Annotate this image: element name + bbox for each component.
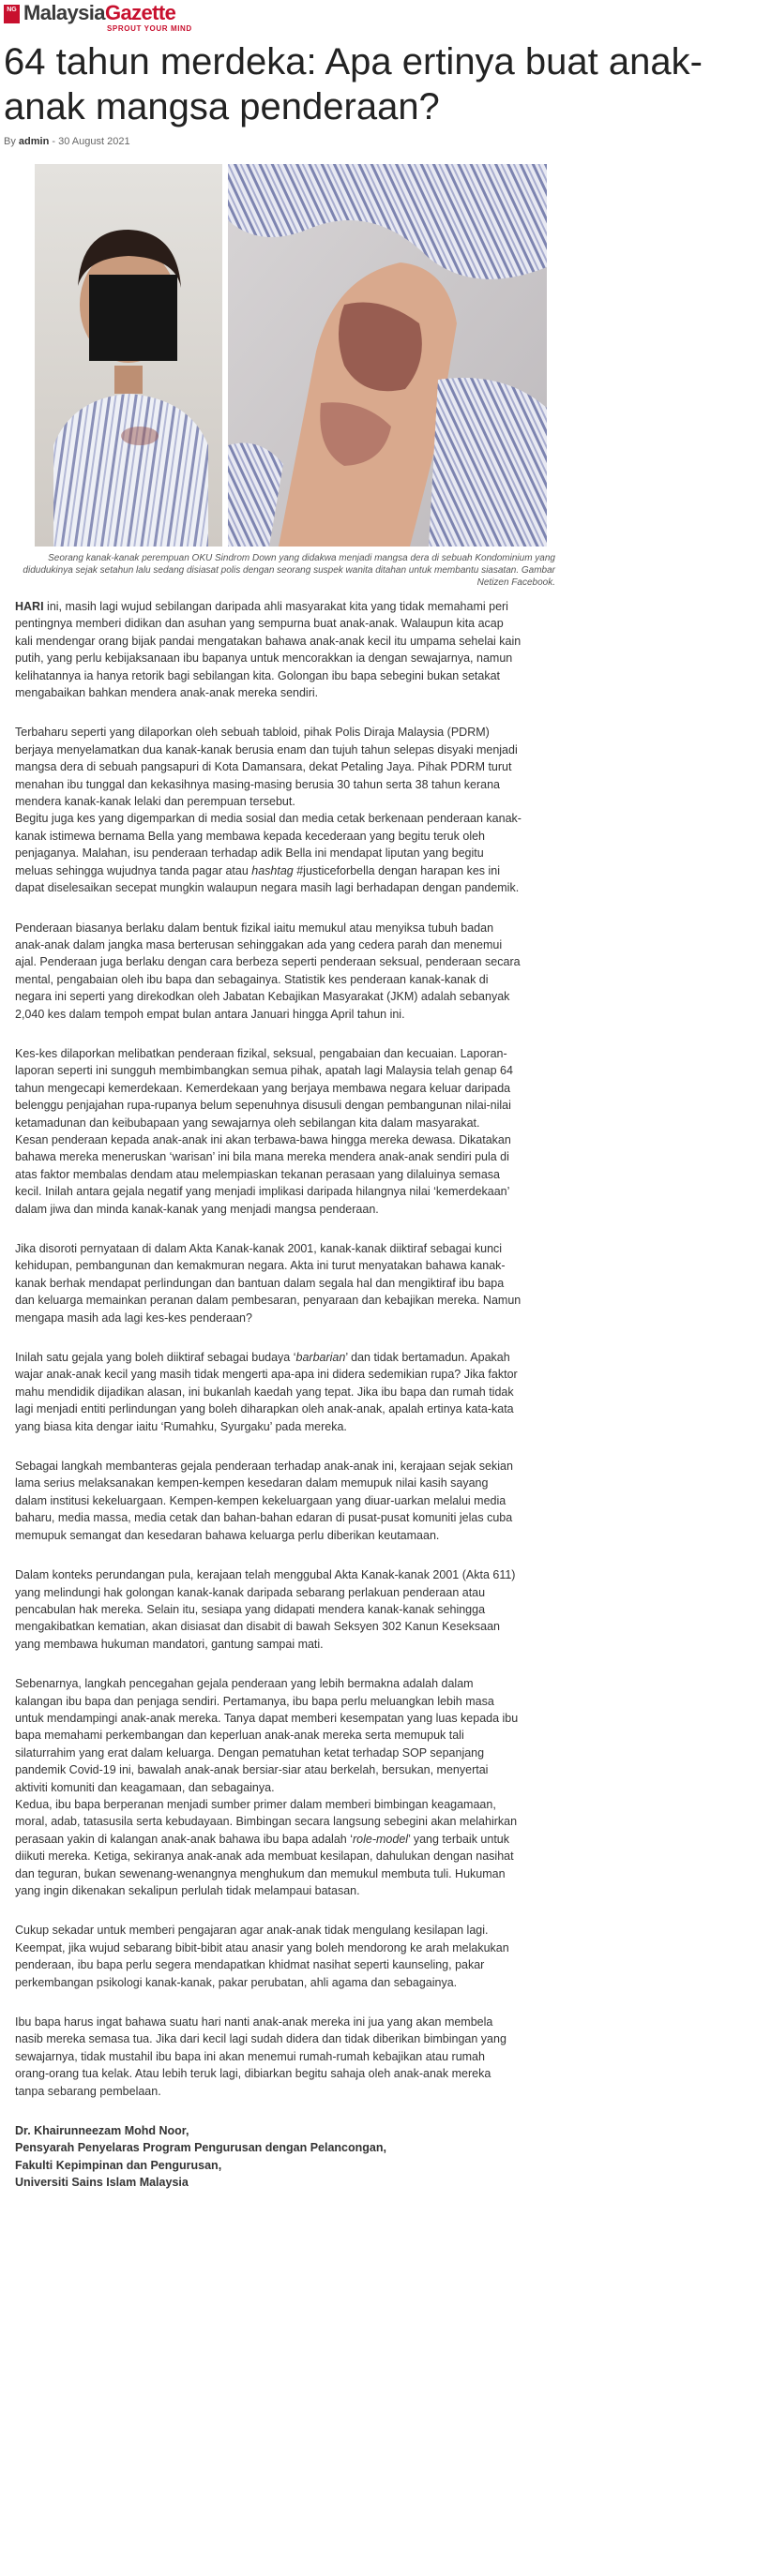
byline-prefix: By bbox=[4, 136, 16, 147]
paragraph: Dalam konteks perundangan pula, kerajaan telah menggubal Akta Kanak-kanak 2001 (Akta 611) yang melindungi hak golongan kanak-kanak daripada sebarang perlakuan penderaan atau pencabulan hak mereka. Selain itu, sesiapa yang didapati mendera kanak-kanak sehingga mengakibatkan kematian, akan disiasat dan disabit di bawah Seksyen 302 Kanun Keseksaan yang membawa hukuman mandatori, gantung sampai mati. bbox=[15, 1568, 516, 1651]
logo-wordmark bbox=[23, 1, 175, 25]
article-body bbox=[15, 598, 522, 2192]
paragraph: Sebagai langkah membanteras gejala penderaan terhadap anak-anak ini, kerajaan sejak sekian lama serius melaksanakan kempen-kempen kesedaran dalam memupuk nilai kasih sayang dalam institusi kekeluargaan. Kempen-kempen kekeluargaan yang diuar-uarkan melalui media baharu, media massa, media cetak dan bahan-bahan edaran di pusat-pusat komuniti jelas cuba memupuk semangat dan kesedaran bahawa keluarga perlu diberikan keutamaan. bbox=[15, 1460, 513, 1542]
hashtag-term: hashtag bbox=[251, 863, 294, 877]
paragraph bbox=[15, 810, 522, 896]
paragraph: Jika disoroti pernyataan di dalam Akta Kanak-kanak 2001, kanak-kanak diiktiraf sebagai kunci kehidupan, pembangunan dan kemakmuran negara. Akta ini turut menyatakan bahawa kanak-kanak berhak mendapat perlindungan dan bantuan dalam segala hal dan mengiktiraf ibu bapa dan keluarga memainkan peranan dalam pembesaran, penyaraan dan kebajikan mereka. Namun mengapa masih ada lagi kes-kes penderaan? bbox=[15, 1242, 522, 1325]
logo-word-gazette: Gazette bbox=[104, 1, 176, 24]
logo-tagline: SPROUT YOUR MIND bbox=[107, 24, 192, 33]
paragraph bbox=[15, 1796, 522, 1899]
paragraph: Penderaan biasanya berlaku dalam bentuk fizikal iaitu memukul atau menyiksa tubuh badan anak-anak dalam jangka masa berterusan sehinggakan ada yang cedera parah dan menemui ajal. Penderaan juga berlaku dengan cara berbeza seperti penderaan seksual, penderaan secara mental, pengabaian oleh ibu bapa dan sebagainya. Statistik kes penderaan kanak-kanak di negara ini seperti yang direkodkan oleh Jabatan Kebajikan Masyarakat (JKM) adalah sebanyak 2,040 kes dalam tempoh empat bulan antara Januari hingga April tahun ini. bbox=[15, 921, 521, 1021]
paragraph: Ibu bapa harus ingat bahawa suatu hari nanti anak-anak mereka ini jua yang akan membela nasib mereka semasa tua. Jika dari kecil lagi sudah didera dan tidak diberikan bimbingan yang sewajarnya, tidak mustahil ibu bapa ini akan menemui rumah-rumah kebajikan atau rumah orang-orang tua kelak. Atau lebih teruk lagi, dibiarkan begitu sahaja oleh anak-anak mereka tanpa sebarang pembelaan. bbox=[15, 2015, 506, 2098]
paragraph-text: #justiceforbella dengan harapan kes ini dapat diselesaikan secepat mungkin walaupun negara masih lagi berhadapan dengan pandemik. bbox=[15, 863, 520, 895]
signature-role: Pensyarah Penyelaras Program Pengurusan dengan Pelancongan, bbox=[15, 2141, 386, 2155]
article-title: 64 tahun merdeka: Apa ertinya buat anak-anak mangsa penderaan? bbox=[4, 41, 703, 127]
site-logo[interactable] bbox=[4, 3, 238, 35]
paragraph: Sebenarnya, langkah pencegahan gejala penderaan yang lebih bermakna adalah dalam kalangan ibu bapa dan penjaga sendiri. Pertamanya, ibu bapa perlu meluangkan lebih masa untuk mendampingi anak-anak mereka. Tanya dapat memberi kesempatan yang luas kepada ibu bapa memahami perkembangan dan keperluan anak-anak mereka serta memupuk tali silaturrahim yang erat dalam keluarga. Dengan pematuhan ketat terhadap SOP sepanjang pandemik Covid-19 ini, bawalah anak-anak bersiar-siar atau berkelah, bersukan, menyertai aktiviti komuniti dan keagamaan, dan sebagainya. bbox=[15, 1677, 519, 1794]
author-link[interactable]: admin bbox=[18, 136, 50, 147]
paragraph-text: ’ dan tidak bertamadun. Apakah wajar anak-anak kecil yang masih tidak mengerti apa-apa ini didera sedemikian rupa? Jika faktor mahu mendidik dijadikan alasan, ini bukanlah kaedah yang tepat. Jika ibu bapa dan rumah tidak lagi menjadi entiti perlindungan yang boleh diharapkan oleh anak-anak, apalah ertinya kata-kata yang biasa kita dengar iaitu ‘Rumahku, Syurgaku’ pada mereka. bbox=[15, 1351, 518, 1433]
paragraph-text: Inilah satu gejala yang boleh diiktiraf sebagai budaya ‘ bbox=[15, 1351, 296, 1365]
paragraph bbox=[15, 598, 522, 701]
signature-university: Universiti Sains Islam Malaysia bbox=[15, 2176, 189, 2190]
byline-separator: - bbox=[52, 136, 56, 147]
paragraph-text: Begitu juga kes yang digemparkan di media sosial dan media cetak berkenaan penderaan kanak-kanak istimewa bernama Bella yang membawa kepada kecederaan yang begitu teruk oleh penjaganya. Malahan, isu penderaan terhadap adik Bella ini mendapat liputan yang begitu meluas sehingga wujudnya tanda pagar atau bbox=[15, 812, 522, 877]
paragraph: Kes-kes dilaporkan melibatkan penderaan fizikal, seksual, pengabaian dan kecuaian. Laporan-laporan seperti ini sungguh membimbangkan semua pihak, apatah lagi Malaysia telah genap 64 tahun mengecapi kemerdekaan. Kemerdekaan yang berjaya membawa negara keluar daripada belenggu penjajahan rupa-rupanya belum sepenuhnya disusuli dengan pembangunan nilai-nilai ketamadunan dan keibubapaan yang sewajarnya oleh sebilangan kita dalam masyarakat. bbox=[15, 1046, 513, 1130]
byline bbox=[4, 136, 130, 147]
paragraph: Kesan penderaan kepada anak-anak ini akan terbawa-bawa hingga mereka dewasa. Dikatakan bahawa mereka meneruskan ‘warisan’ ini bila mana mereka mendera anak-anak sendiri pula di atas faktor membalas dendam atau melempiaskan tekanan perasaan yang dilaluinya semasa kecil. Inilah antara gejala negatif yang menjadi implikasi daripada hilangnya nilai ‘kemerdekaan’ dalam jiwa dan minda kanak-kanak yang menjadi mangsa penderaan. bbox=[15, 1132, 511, 1216]
article-photo bbox=[35, 164, 547, 547]
emphasis-term: role-model bbox=[353, 1832, 409, 1846]
logo-word-malaysia: Malaysia bbox=[23, 1, 105, 24]
photo-left-child bbox=[35, 164, 222, 547]
author-signature bbox=[15, 2122, 522, 2192]
emphasis-term: barbarian bbox=[295, 1351, 346, 1365]
paragraph-text: ini, masih lagi wujud sebilangan daripada ahli masyarakat kita yang tidak memahami peri pentingnya memberi didikan dan asuhan yang sempurna buat anak-anak. Walaupun kita acap kali mendengar orang bijak pandai mengatakan bahawa anak-anak kecil itu umpama sehelai kain putih, yang perlu kebijaksanaan ibu bapanya untuk mencorakkan ia dengan sewajarnya, namun kelihatannya ia hanya retorik bagi sebilangan kita. Golongan ibu bapa sebegini bukan setakat mengabaikan bahkan mendera anak-anak mereka sendiri. bbox=[15, 600, 522, 700]
paragraph: Cukup sekadar untuk memberi pengajaran agar anak-anak tidak mengulang kesilapan lagi. Keempat, jika wujud sebarang bibit-bibit atau anasir yang boleh mendorong ke arah melakukan penderaan, ibu bapa perlu segera mendapatkan khidmat nasihat seperti kaunseling, pakar perkembangan psikologi kanak-kanak, pakar perubatan, ahli agama dan sebagainya. bbox=[15, 1924, 509, 1989]
publish-date: 30 August 2021 bbox=[58, 136, 130, 147]
paragraph: Terbaharu seperti yang dilaporkan oleh sebuah tabloid, pihak Polis Diraja Malaysia (PDRM) berjaya menyelamatkan dua kanak-kanak berusia enam dan tujuh tahun selepas disyaki menjadi mangsa dera di sebuah pangsapuri di Kota Damansara, dekat Petaling Jaya. Pihak PDRM turut menahan ibu tunggal dan kekasihnya masing-masing berusia 30 tahun serta 38 tahun kerana mendera kanak-kanak lelaki dan perempuan tersebut. bbox=[15, 726, 518, 809]
photo-right-injury bbox=[228, 164, 547, 547]
paragraph bbox=[15, 1349, 522, 1435]
logo-badge: NG bbox=[4, 5, 20, 23]
photo-caption: Seorang kanak-kanak perempuan OKU Sindrom Down yang didakwa menjadi mangsa dera di sebuah Kondominium yang didudukinya sejak setahun lalu sedang disiasat polis dengan seorang suspek wanita ditahan untuk membantu siasatan. Gambar Netizen Facebook. bbox=[23, 553, 555, 588]
signature-name: Dr. Khairunneezam Mohd Noor, bbox=[15, 2124, 189, 2138]
paragraph-text: Kedua, ibu bapa berperanan menjadi sumber primer dalam memberi bimbingan keagamaan, moral, adab, tatasusila serta kebudayaan. Bimbingan secara langsung sebegini akan melahirkan perasaan yakin di kalangan anak-anak bahawa ibu bapa adalah ‘ bbox=[15, 1797, 518, 1846]
lead-word: HARI bbox=[15, 600, 44, 613]
signature-faculty: Fakulti Kepimpinan dan Pengurusan, bbox=[15, 2158, 222, 2172]
paragraph-text: ’ yang terbaik untuk diikuti mereka. Ketiga, sekiranya anak-anak ada membuat kesilapan, dahulukan dengan nasihat dan teguran, bukan sewenang-wenangnya menghukum dan memukul membuta tuli. Hukuman yang ingin dikenakan sekalipun perlulah tidak melampaui batasan. bbox=[15, 1832, 514, 1897]
